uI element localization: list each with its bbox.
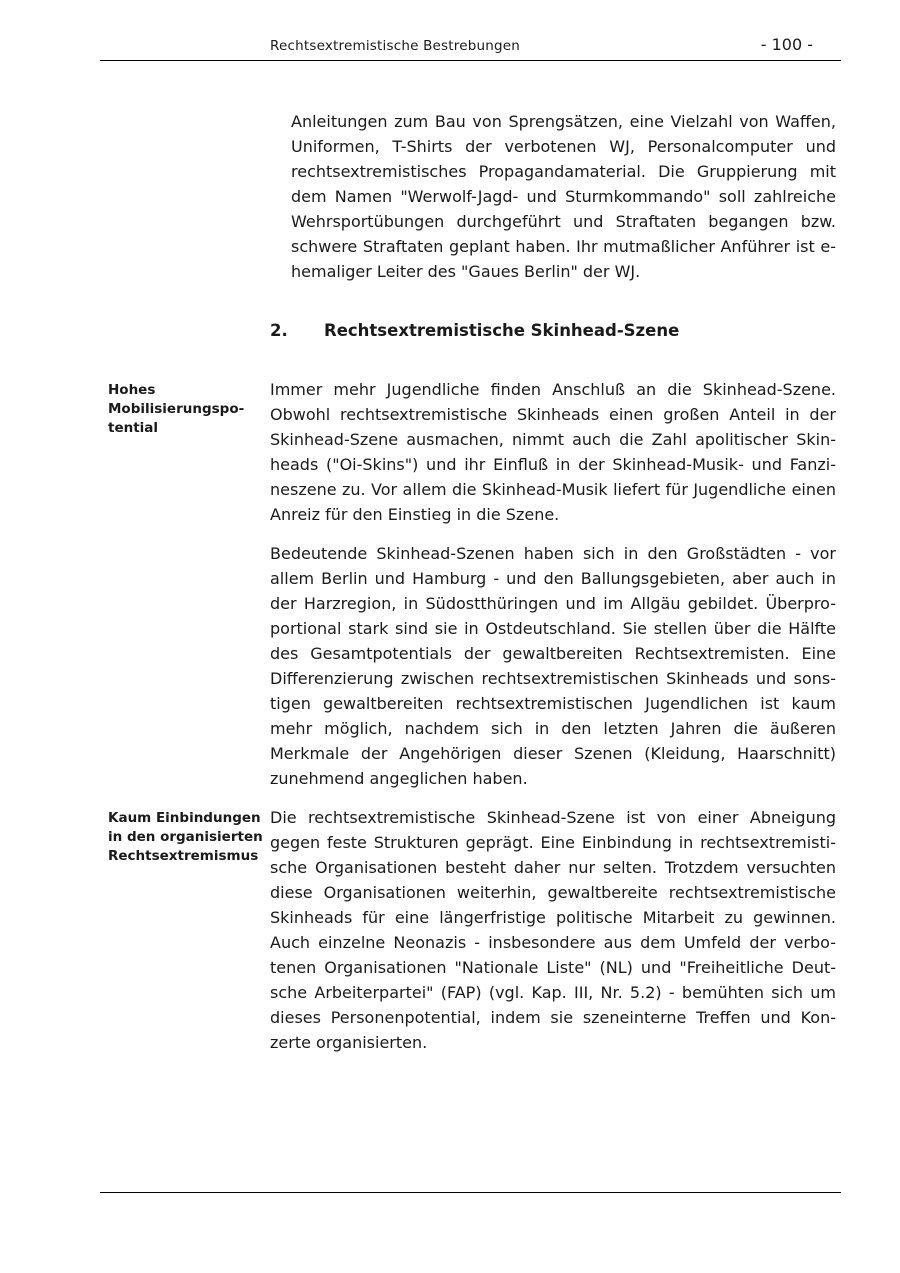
header-rule — [100, 60, 841, 61]
section-title: Rechtsextremistische Skinhead-Szene — [324, 321, 680, 340]
page-header — [100, 34, 841, 60]
section-number: 2. — [270, 321, 288, 340]
paragraph-regional-scenes: Bedeutende Skinhead-Szenen haben sich in den Großstädten - vor allem Berlin und Hamburg - und den Ballungsgebieten, aber auch in der Harzregion, in Südostthüringen und im Allgäu gebildet. Überpro-portional stark sind sie in Ostdeutschland. Sie stellen über die Hälfte des Gesamtpotentials der gewaltbereiten Rechtsextremisten. Eine Differenzierung zwischen rechtsextremistischen Skinheads und sons-tigen gewaltbereiten rechtsextremistischen Jugendlichen ist kaum mehr möglich, nachdem sich in den letzten Jahren die äußeren Merkmale der Angehörigen dieser Szenen (Kleidung, Haarschnitt) zunehmend angeglichen haben. — [270, 544, 836, 788]
footer-rule — [100, 1192, 841, 1193]
margin-note-organization: Kaum Einbindungen in den organisierten Rechtsextremismus — [108, 810, 263, 864]
running-header-title: Rechtsextremistische Bestrebungen — [270, 38, 521, 54]
paragraph-skinhead-scene: Immer mehr Jugendliche finden Anschluß an die Skinhead-Szene. Obwohl rechtsextremistische Skinheads einen großen Anteil in der Skinhead-Szene ausmachen, nimmt auch die Zahl apolitischer Skin-heads ("Oi-Skins") und ihr Einfluß in der Skinhead-Musik- und Fanzi-neszene zu. Vor allem die Skinhead-Musik liefert für Jugendliche einen Anreiz für den Einstieg in die Szene. — [270, 380, 836, 524]
page-number: - 100 - — [760, 35, 813, 54]
paragraph-organizational-ties: Die rechtsextremistische Skinhead-Szene ist von einer Abneigung gegen feste Strukturen geprägt. Eine Einbindung in rechtsextremisti-sche Organisationen besteht daher nur selten. Trotzdem versuchten diese Organisationen weiterhin, gewaltbereite rechtsextremistische Skinheads für eine längerfristige politische Mitarbeit zu gewinnen. Auch einzelne Neonazis - insbesondere aus dem Umfeld der verbo-tenen Organisationen "Nationale Liste" (NL) und "Freiheitliche Deut-sche Arbeiterpartei" (FAP) (vgl. Kap. III, Nr. 5.2) - bemühten sich um dieses Personenpotential, indem sie szeneinterne Treffen und Kon-zerte organisierten. — [270, 808, 836, 1052]
section-heading — [270, 321, 679, 340]
intro-paragraph: Anleitungen zum Bau von Sprengsätzen, eine Vielzahl von Waffen, Uniformen, T-Shirts der verbotenen WJ, Personalcomputer und rechtsextremistisches Propagandamaterial. Die Gruppierung mit dem Namen "Werwolf-Jagd- und Sturmkommando" soll zahlreiche Wehrsportübungen durchgeführt und Straftaten begangen bzw. schwere Straftaten geplant haben. Ihr mutmaßlicher Anführer ist e-hemaliger Leiter des "Gaues Berlin" der WJ. — [291, 112, 836, 281]
margin-note-mobilization: Hohes Mobilisierungspo-tential — [108, 382, 245, 436]
